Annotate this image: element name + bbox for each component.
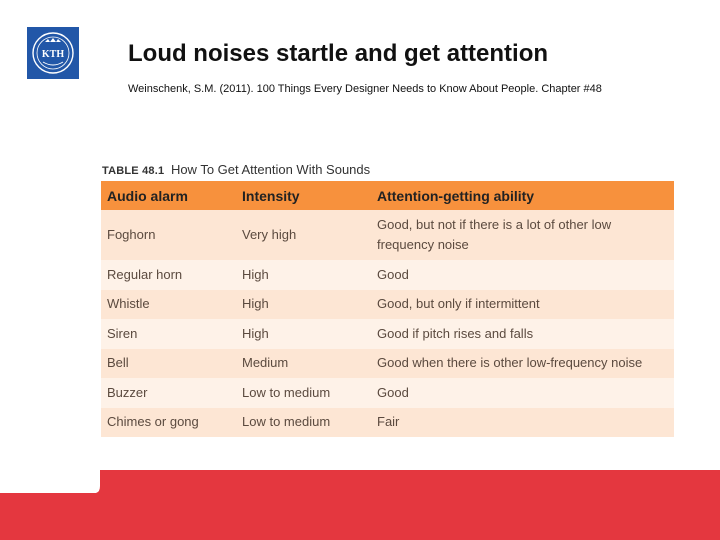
cell-intensity: Low to medium (236, 378, 371, 408)
cell-intensity: High (236, 290, 371, 320)
table-header-row (101, 181, 674, 210)
cell-intensity: Low to medium (236, 408, 371, 438)
table-row (101, 260, 674, 290)
cell-attention: Good (371, 260, 674, 290)
table-row (101, 408, 674, 438)
footer-bar (0, 470, 720, 540)
cell-intensity: Medium (236, 349, 371, 379)
kth-crest-icon (30, 30, 76, 76)
cell-attention: Good, but not if there is a lot of other low frequency noise (371, 210, 674, 260)
slide-title: Loud noises startle and get attention (128, 40, 549, 67)
header-attention-getting-ability: Attention-getting ability (371, 181, 674, 210)
cell-audio-alarm: Foghorn (101, 210, 236, 260)
cell-intensity: High (236, 260, 371, 290)
cell-attention: Good if pitch rises and falls (371, 319, 674, 349)
cell-attention: Good (371, 378, 674, 408)
header-intensity: Intensity (236, 181, 371, 210)
cell-audio-alarm: Buzzer (101, 378, 236, 408)
table-row (101, 210, 674, 260)
table-title: How To Get Attention With Sounds (170, 162, 371, 177)
cell-audio-alarm: Siren (101, 319, 236, 349)
table-number: TABLE 48.1 (102, 165, 165, 177)
logo-text: KTH (41, 49, 65, 60)
cell-attention: Good when there is other low-frequency noise (371, 349, 674, 379)
cell-intensity: Very high (236, 210, 371, 260)
table-row (101, 290, 674, 320)
cell-attention: Good, but only if intermittent (371, 290, 674, 320)
cell-intensity: High (236, 319, 371, 349)
table-row (101, 349, 674, 379)
sound-table (101, 181, 674, 437)
cell-audio-alarm: Bell (101, 349, 236, 379)
table-caption (102, 162, 370, 177)
kth-logo (27, 27, 79, 79)
citation: Weinschenk, S.M. (2011). 100 Things Every Designer Needs to Know About People. Chapter #48 (128, 83, 602, 95)
header-audio-alarm: Audio alarm (101, 181, 236, 210)
cell-audio-alarm: Chimes or gong (101, 408, 236, 438)
cell-attention: Fair (371, 408, 674, 438)
cell-audio-alarm: Whistle (101, 290, 236, 320)
table-row (101, 378, 674, 408)
cell-audio-alarm: Regular horn (101, 260, 236, 290)
table-row (101, 319, 674, 349)
